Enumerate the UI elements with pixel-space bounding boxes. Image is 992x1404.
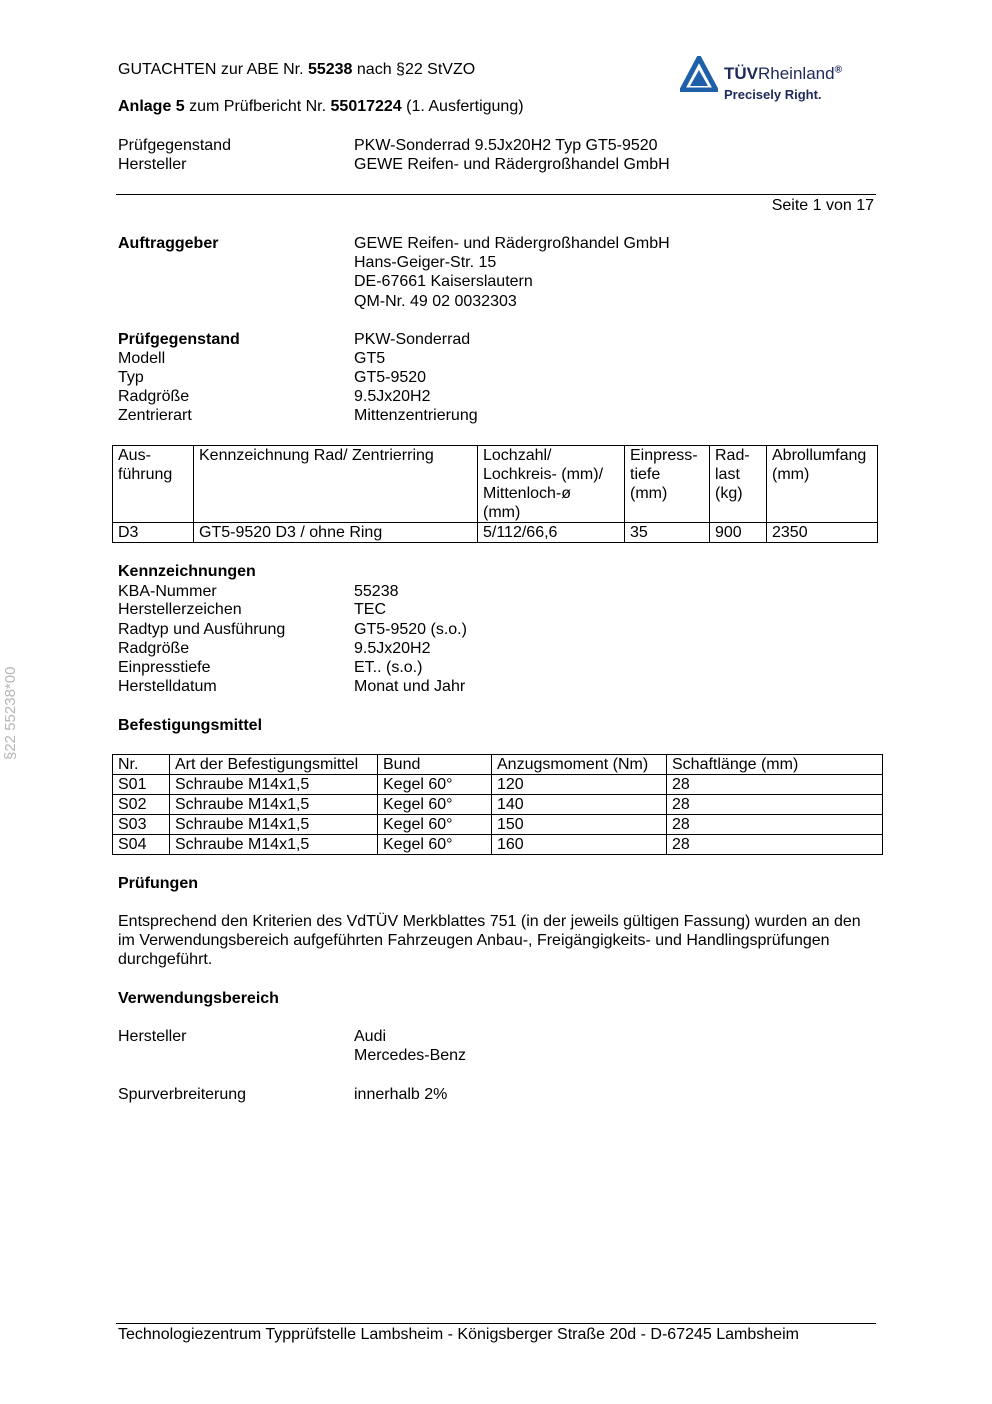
table-header-row — [113, 755, 883, 775]
table-cell: 160 — [492, 835, 667, 855]
kz-value: 9.5Jx20H2 — [354, 640, 431, 657]
table-header-cell: Anzugsmoment (Nm) — [492, 755, 667, 775]
ausfuehrung-table — [112, 445, 878, 543]
table-row — [113, 835, 883, 855]
pg-value: GT5-9520 — [354, 369, 427, 386]
header-hersteller-label: Hersteller — [118, 156, 187, 173]
spurverbreiterung-value: innerhalb 2% — [354, 1086, 448, 1103]
auftraggeber-line: QM-Nr. 49 02 0032303 — [354, 293, 517, 310]
auftraggeber-label: Auftraggeber — [118, 235, 219, 252]
table-cell: Kegel 60° — [378, 815, 492, 835]
verwendung-hersteller-value: Audi — [354, 1028, 387, 1045]
table-header-cell: Rad- last (kg) — [710, 446, 767, 523]
table-cell: 5/112/66,6 — [478, 523, 625, 543]
table-header-cell: Schaftlänge (mm) — [667, 755, 883, 775]
table-header-row — [113, 446, 878, 523]
pg-label: Modell — [118, 350, 166, 367]
kz-label: Herstelldatum — [118, 678, 217, 695]
table-header-cell: Aus- führung — [113, 446, 194, 523]
kz-value: 55238 — [354, 583, 399, 600]
footer-address: Technologiezentrum Typprüfstelle Lambsheim - Königsberger Straße 20d - D-67245 Lambsheim — [118, 1326, 799, 1343]
table-cell: Kegel 60° — [378, 775, 492, 795]
footer-divider — [116, 1323, 876, 1324]
verwendung-title: Verwendungsbereich — [118, 990, 279, 1007]
table-cell: D3 — [113, 523, 194, 543]
table-cell: S02 — [113, 795, 170, 815]
pg-label: Zentrierart — [118, 407, 192, 424]
table-cell: 28 — [667, 815, 883, 835]
kz-value: Monat und Jahr — [354, 678, 466, 695]
pruefungen-text: Entsprechend den Kriterien des VdTÜV Merkblattes 751 (in der jeweils gültigen Fassung) wurden an den im Verwendungsbereich aufgeführten Fahrzeugen Anbau-, Freigängigkeits- und Handlingsprüfungen durchgeführt. — [118, 913, 861, 968]
table-header-cell: Abrollumfang (mm) — [767, 446, 878, 523]
kz-value: TEC — [354, 601, 386, 618]
table-header-cell: Einpress- tiefe (mm) — [625, 446, 710, 523]
kz-label: KBA-Nummer — [118, 583, 217, 600]
kz-label: Einpresstiefe — [118, 659, 211, 676]
table-cell: 140 — [492, 795, 667, 815]
table-cell: GT5-9520 D3 / ohne Ring — [194, 523, 478, 543]
header-pruefgegenstand-label: Prüfgegenstand — [118, 137, 231, 154]
table-header-cell: Nr. — [113, 755, 170, 775]
table-cell: Kegel 60° — [378, 795, 492, 815]
table-row — [113, 795, 883, 815]
pg-value: 9.5Jx20H2 — [354, 388, 431, 405]
pruefungen-title: Prüfungen — [118, 875, 198, 892]
logo-brand: TÜVRheinland® — [724, 64, 842, 83]
header-pruefgegenstand-value: PKW-Sonderrad 9.5Jx20H2 Typ GT5-9520 — [354, 137, 658, 154]
pg-value: PKW-Sonderrad — [354, 331, 471, 348]
table-cell: 35 — [625, 523, 710, 543]
table-header-cell: Art der Befestigungsmittel — [170, 755, 378, 775]
kz-value: GT5-9520 (s.o.) — [354, 621, 467, 638]
table-cell: 150 — [492, 815, 667, 835]
table-row — [113, 523, 878, 543]
kz-label: Herstellerzeichen — [118, 601, 242, 618]
kz-value: ET.. (s.o.) — [354, 659, 423, 676]
verwendung-hersteller-label: Hersteller — [118, 1028, 187, 1045]
table-cell: Schraube M14x1,5 — [170, 795, 378, 815]
table-cell: S01 — [113, 775, 170, 795]
table-row — [113, 815, 883, 835]
table-cell: S03 — [113, 815, 170, 835]
table-cell: 28 — [667, 835, 883, 855]
tuv-triangle-icon — [680, 56, 718, 92]
table-cell: Kegel 60° — [378, 835, 492, 855]
pg-value: GT5 — [354, 350, 386, 367]
table-cell: 900 — [710, 523, 767, 543]
page-number: Seite 1 von 17 — [771, 197, 874, 214]
kz-label: Radtyp und Ausführung — [118, 621, 286, 638]
header-hersteller-value: GEWE Reifen- und Rädergroßhandel GmbH — [354, 156, 670, 173]
auftraggeber-line: GEWE Reifen- und Rädergroßhandel GmbH — [354, 235, 670, 252]
table-header-cell: Bund — [378, 755, 492, 775]
pg-label: Prüfgegenstand — [118, 331, 240, 348]
table-cell: Schraube M14x1,5 — [170, 835, 378, 855]
table-cell: 28 — [667, 795, 883, 815]
befestigung-title: Befestigungsmittel — [118, 717, 263, 734]
table-cell: 28 — [667, 775, 883, 795]
header-anlage: Anlage 5 zum Prüfbericht Nr. 55017224 (1. Ausfertigung) — [118, 98, 524, 115]
verwendung-hersteller-value: Mercedes-Benz — [354, 1047, 467, 1064]
header-divider — [116, 194, 876, 195]
spurverbreiterung-label: Spurverbreiterung — [118, 1086, 247, 1103]
logo-tagline: Precisely Right. — [724, 87, 822, 102]
header-title: GUTACHTEN zur ABE Nr. 55238 nach §22 StVZO — [118, 61, 476, 78]
table-cell: S04 — [113, 835, 170, 855]
table-header-cell: Lochzahl/ Lochkreis- (mm)/ Mittenloch-ø (mm) — [478, 446, 625, 523]
kennzeichnungen-title: Kennzeichnungen — [118, 563, 256, 580]
pg-label: Radgröße — [118, 388, 190, 405]
pg-label: Typ — [118, 369, 144, 386]
table-cell: 2350 — [767, 523, 878, 543]
auftraggeber-line: Hans-Geiger-Str. 15 — [354, 254, 497, 271]
table-cell: Schraube M14x1,5 — [170, 775, 378, 795]
table-cell: 120 — [492, 775, 667, 795]
table-cell: Schraube M14x1,5 — [170, 815, 378, 835]
table-header-cell: Kennzeichnung Rad/ Zentrierring — [194, 446, 478, 523]
befestigung-table — [112, 754, 883, 855]
auftraggeber-line: DE-67661 Kaiserslautern — [354, 273, 533, 290]
pg-value: Mittenzentrierung — [354, 407, 478, 424]
side-reference: §22 55238*00 — [2, 666, 19, 760]
kz-label: Radgröße — [118, 640, 190, 657]
tuv-logo — [680, 56, 870, 106]
table-row — [113, 775, 883, 795]
